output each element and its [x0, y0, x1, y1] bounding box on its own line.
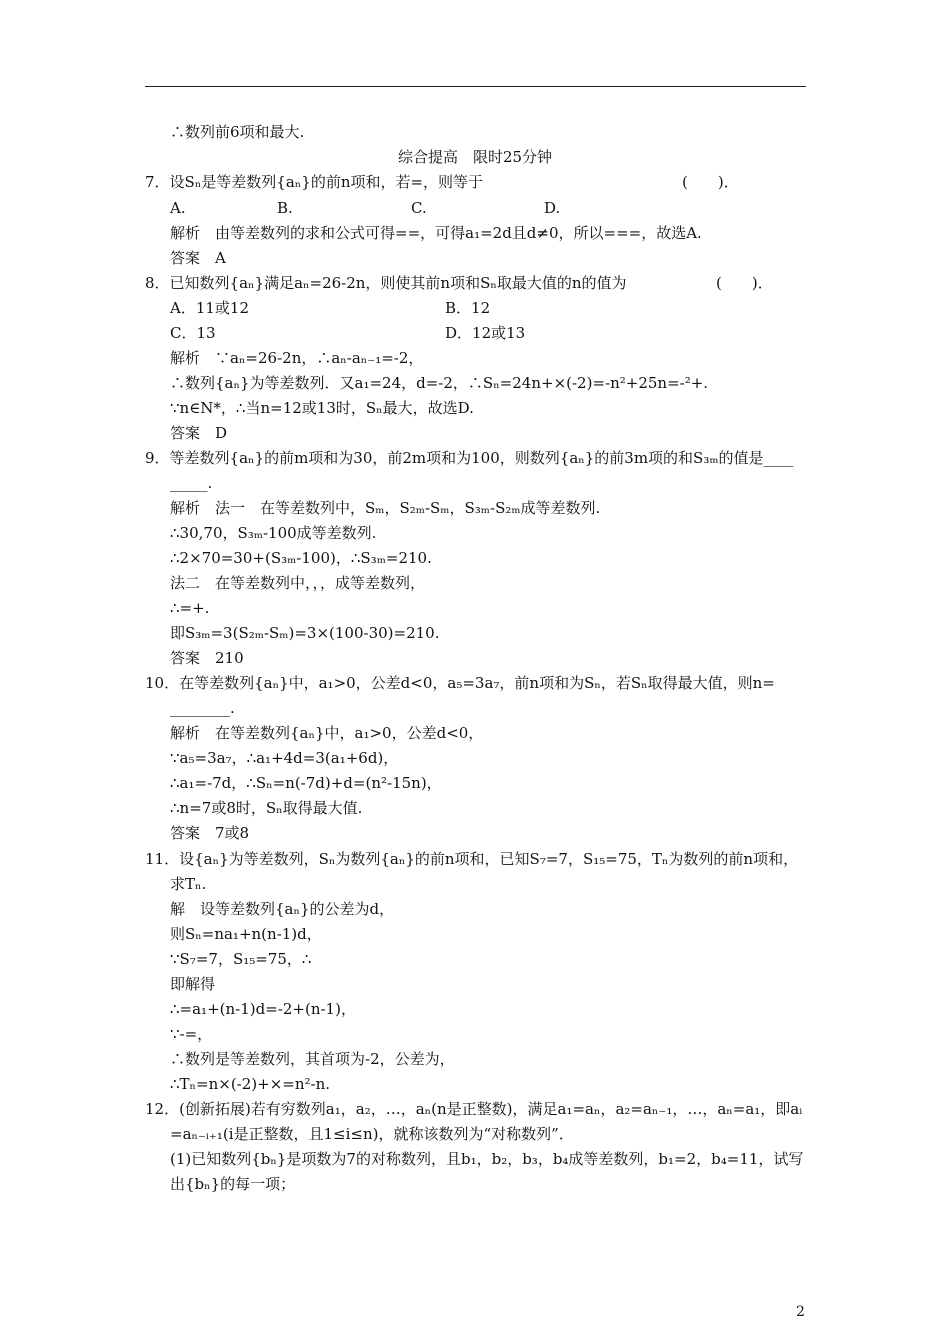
answer-bracket: ( )．: [716, 274, 773, 292]
text-line: ∵n∈N*，∴当n=12或13时，Sₙ最大，故选D.: [170, 399, 474, 417]
page-number: 2: [796, 1304, 805, 1320]
text-line: ∴数列是等差数列，其首项为-2，公差为，: [170, 1050, 455, 1068]
text-line: 即解得: [170, 975, 216, 993]
question-8: 8．已知数列{aₙ}满足aₙ=26-2n，则使其前n项和Sₙ取最大值的n的值为: [145, 274, 627, 292]
option-a: A．11或12: [170, 299, 250, 317]
text-line: ∴=a₁+(n-1)d=-2+(n-1)，: [170, 1000, 356, 1018]
text-line: ∴2×70=30+(S₃ₘ-100)，∴S₃ₘ=210.: [170, 549, 432, 567]
text-line: ∵S₇=7，S₁₅=75，∴: [170, 950, 312, 968]
text-line: ∴=+.: [170, 599, 210, 617]
answer: 答案 7或8: [170, 824, 250, 842]
text-line: ∴Tₙ=n×(-2)+×=n²-n.: [170, 1075, 331, 1093]
answer: 答案 210: [170, 649, 244, 667]
option-c: C.: [411, 199, 427, 217]
text-line: 即S₃ₘ=3(S₂ₘ-Sₘ)=3×(100-30)=210.: [170, 624, 440, 642]
option-c: C．13: [170, 324, 216, 342]
text-line: ∴数列{aₙ}为等差数列．又a₁=24，d=-2，∴Sₙ=24n+×(-2)=-n²+25n=-²+.: [170, 374, 709, 392]
text-line: ∴数列前6项和最大.: [170, 123, 305, 141]
question-11: 11．设{aₙ}为等差数列，Sₙ为数列{aₙ}的前n项和，已知S₇=7，S₁₅=75，Tₙ为数列的前n项和，: [145, 850, 799, 868]
analysis: 解析 法一 在等差数列中，Sₘ，S₂ₘ-Sₘ，S₃ₘ-S₂ₘ成等差数列.: [170, 499, 601, 517]
question-9: 9．等差数列{aₙ}的前m项和为30，前2m项和为100，则数列{aₙ}的前3m项的和S₃ₘ的值是____: [145, 449, 794, 467]
answer: 答案 A: [170, 249, 226, 267]
text-line: ∴a₁=-7d，∴Sₙ=n(-7d)+d=(n²-15n)，: [170, 774, 442, 792]
solution: 解 设等差数列{aₙ}的公差为d，: [170, 900, 395, 918]
analysis: 解析 ∵aₙ=26-2n，∴aₙ-aₙ₋₁=-2，: [170, 349, 424, 367]
blank-line: _____.: [170, 474, 213, 492]
text-line: 则Sₙ=na₁+n(n-1)d，: [170, 925, 322, 943]
analysis: 解析 由等差数列的求和公式可得==，可得a₁=2d且d≠0，所以===，故选A.: [170, 224, 702, 242]
option-d: D.: [544, 199, 561, 217]
text-line: ∵-=，: [170, 1025, 213, 1043]
option-a: A.: [170, 199, 186, 217]
question-12: 12．(创新拓展)若有穷数列a₁，a₂，…，aₙ(n是正整数)，满足a₁=aₙ，a₂=aₙ₋₁，…，aₙ=a₁，即aᵢ: [145, 1100, 803, 1118]
text-line: =aₙ₋ᵢ₊₁(i是正整数，且1≤i≤n)，就称该数列为“对称数列”．: [170, 1125, 574, 1143]
text-line: ∵a₅=3a₇，∴a₁+4d=3(a₁+6d)，: [170, 749, 399, 767]
blank-line: ________.: [170, 699, 235, 717]
text-line: (1)已知数列{bₙ}是项数为7的对称数列，且b₁，b₂，b₃，b₄成等差数列，b₁=2，b₄=11，试写: [170, 1150, 804, 1168]
text-line: 求Tₙ.: [170, 875, 207, 893]
question-10: 10．在等差数列{aₙ}中，a₁>0，公差d<0，a₅=3a₇，前n项和为Sₙ，若Sₙ取得最大值，则n=: [145, 674, 775, 692]
option-b: B．12: [445, 299, 491, 317]
text-line: ∴n=7或8时，Sₙ取得最大值.: [170, 799, 363, 817]
text-line: 出{bₙ}的每一项；: [170, 1175, 296, 1193]
answer-bracket: ( )．: [682, 173, 739, 191]
header-rule: [145, 86, 806, 87]
option-d: D．12或13: [445, 324, 526, 342]
analysis: 解析 在等差数列{aₙ}中，a₁>0，公差d<0，: [170, 724, 484, 742]
text-line: 法二 在等差数列中，，，成等差数列，: [170, 574, 426, 592]
option-b: B.: [277, 199, 293, 217]
text-line: ∴30,70，S₃ₘ-100成等差数列.: [170, 524, 377, 542]
section-title: 综合提高 限时25分钟: [397, 148, 553, 166]
question-7: 7．设Sₙ是等差数列{aₙ}的前n项和，若=，则等于: [145, 173, 484, 191]
answer: 答案 D: [170, 424, 228, 442]
